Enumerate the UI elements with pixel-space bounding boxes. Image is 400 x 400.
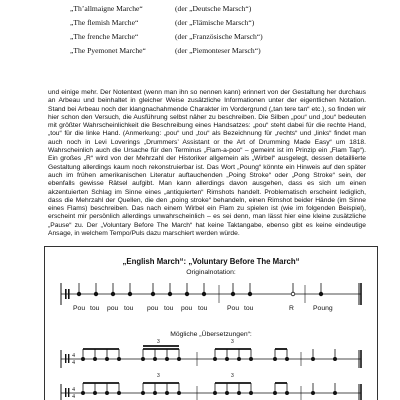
- syllable: R: [289, 305, 294, 312]
- march-row: [70, 2, 360, 16]
- tuplet-number: 3: [157, 373, 160, 379]
- paragraph-text: und einige mehr. Der Notentext (wenn man ihn so nennen kann) erinnert von der Gestaltung her durchaus an Arbeau und beinhaltet in gleicher Weise zusätzliche Informationen unter der eigentlichen Notation. Stand bei Arbeau noch der klangnachahmende Charakter im Vordergrund („tan tere tan“ etc.), so finden wir hier schon den Versuch, die Ausführung selbst näher zu beschreiben. Die Silben „pou“ und „tou“ bedeuten mit größter Wahrscheinlichkeit die Beschreibung eines Handsatzes: „pou“ steht dabei für die rechte Hand, „tou“ für die linke Hand. (Anmerkung: „pou“ und „tou“ als Bezeichnung für „rechts“ und „links“ findet man auch noch in Levi Loverings „Drummers’ Assistant or the Art of Drumming Made Easy“ um 1818. Wahrscheinlich auch die Ursache für den Terminus „Flam-a-poo“ – gemeint ist im Prinzip ein „Flam Tap“). Ein großes „R“ wird von der Mehrzahl der Historiker allgemein als „Wirbel“ ausgelegt, dessen detaillierte Gestaltung allerdings kaum noch rekonstruierbar ist. Das Wort „Poung“ könnte ein Hinweis auf den später auch im frühen amerikanischen Literatur auftauchenden „Poing Stroke“ oder „Pong Stroke“ sein, der ebenfalls gewisse Rätsel aufgibt. Man kann allerdings davon ausgehen, dass es sich um einen akzentuierten Schlag im Sinne eines „antiquierten“ Rimshots handelt. Problematisch erscheint lediglich, dass die Mehrzahl der Quellen, die den „poing stroke“ behandeln, einen Rimshot beider Hände (im Sinne eines Flams) beschreiben. Das nach einem Wirbel ein Flam zu spielen ist (wie im folgenden Beispiel), erscheint mir persönlich allerdings unwahrscheinlich – es sei denn, man lässt hier eine kleine zusätzliche „Pause“ zu. Der „Voluntary Before The March“ hat keine Taktangabe, ebenso gibt es keine eindeutige Ansage, in welchem Tempo/Puls dazu marschiert werden würde.: [48, 89, 366, 238]
- march-translation: (der „Piemonteser Marsch“): [175, 46, 261, 55]
- syllable: Poung: [313, 305, 333, 312]
- time-signature-bottom: 4: [72, 360, 75, 366]
- time-signature-top: 4: [72, 387, 75, 393]
- syllable: tou: [90, 305, 100, 312]
- march-name: „The Pyemonet Marche“: [70, 46, 146, 55]
- original-notation-label: Originalnotation:: [186, 269, 236, 276]
- march-name: „The flemish Marche“: [70, 18, 139, 27]
- syllable: tou: [164, 305, 174, 312]
- tuplet-number: 3: [157, 339, 160, 345]
- original-staff: [61, 283, 361, 305]
- tuplet-number: 3: [231, 373, 234, 379]
- syllable: tou: [244, 305, 254, 312]
- tuplet-number: 3: [231, 339, 234, 345]
- music-example-title: „English March“: „Voluntary Before The March“: [122, 257, 300, 266]
- syllable-row: [73, 305, 333, 315]
- syllable: pou: [147, 305, 159, 312]
- syllable: pou: [181, 305, 193, 312]
- march-row: [70, 16, 360, 30]
- march-name: „Th’allmaigne Marche“: [70, 4, 143, 13]
- march-list: [70, 2, 360, 58]
- syllable: Pou: [227, 305, 240, 312]
- syllable: tou: [198, 305, 208, 312]
- translation-staff-2: [61, 373, 361, 400]
- body-paragraph: [48, 89, 366, 238]
- march-translation: (der „Deutsche Marsch“): [175, 4, 252, 13]
- time-signature-top: 4: [72, 353, 75, 359]
- syllable: tou: [124, 305, 134, 312]
- syllable: pou: [107, 305, 119, 312]
- march-row: [70, 30, 360, 44]
- march-name: „The frenche Marche“: [70, 32, 139, 41]
- time-signature-bottom: 4: [72, 394, 75, 400]
- march-row: [70, 44, 360, 58]
- syllable: Pou: [73, 305, 86, 312]
- march-translation: (der „Französische Marsch“): [175, 32, 263, 41]
- translation-staff-1: [61, 339, 361, 368]
- translations-label: Mögliche „Übersetzungen“:: [170, 331, 252, 338]
- march-translation: (der „Flämische Marsch“): [175, 18, 255, 27]
- music-example-box: [44, 246, 378, 400]
